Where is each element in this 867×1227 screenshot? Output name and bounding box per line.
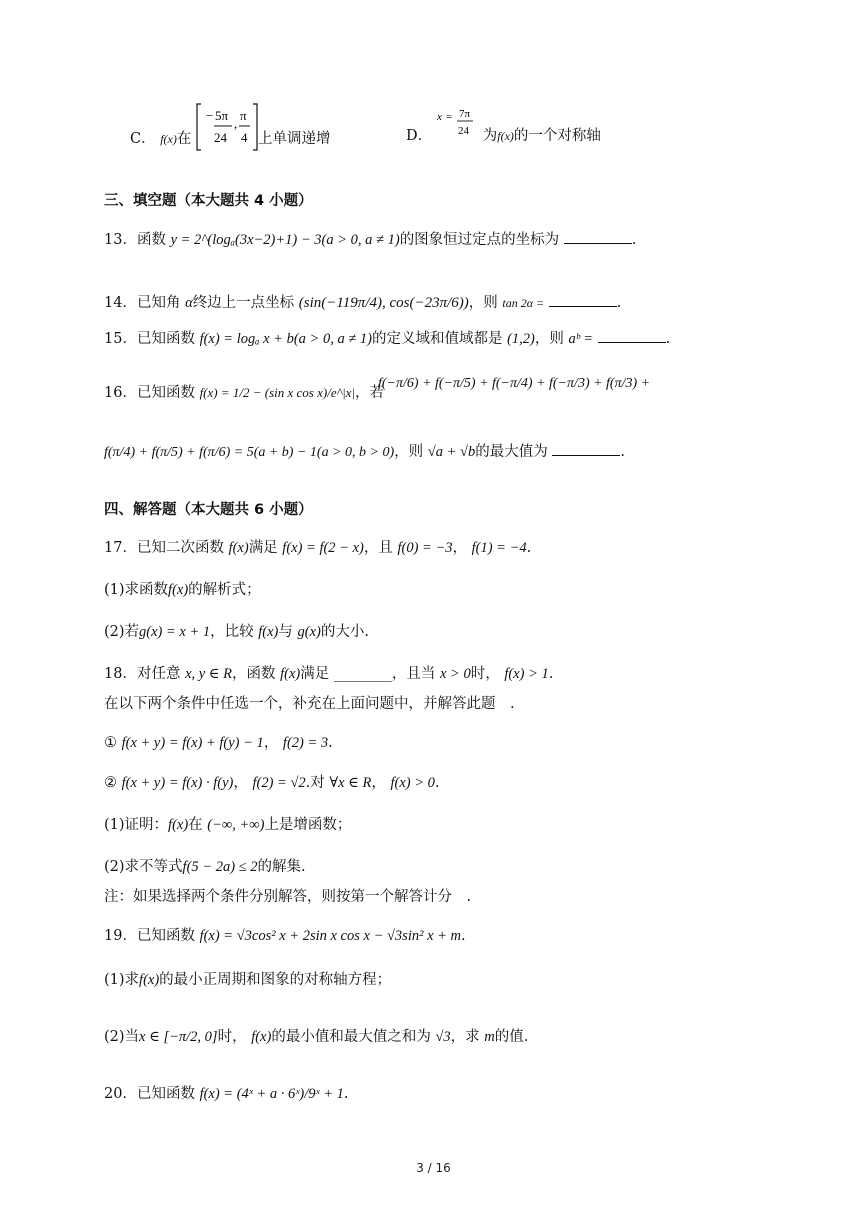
text: 已知函数: [136, 331, 195, 347]
math-expr: y = 2^(logₐ(3x−2)+1) − 3(a > 0, a ≠ 1): [170, 232, 400, 248]
math-expr: f(x): [168, 817, 189, 833]
text: .: [665, 331, 671, 347]
option-label: C．: [130, 131, 156, 147]
option-c: [130, 108, 331, 152]
answer-blank[interactable]: [598, 328, 666, 343]
text: 的最大值为: [475, 444, 548, 460]
math-expr: f(x) > 0: [390, 775, 435, 791]
section-heading-solution: 四、解答题（本大题共 6 小题）: [104, 502, 313, 518]
math-expr: f(x) = 1/2 − (sin x cos x)/e^|x|: [199, 385, 355, 400]
svg-text:5π: 5π: [214, 108, 229, 123]
text: 满足: [300, 666, 330, 682]
question-17-part-2: [104, 622, 369, 642]
text: ，则: [534, 331, 564, 347]
text: ，则: [394, 444, 424, 460]
math-expr: √3: [435, 1029, 451, 1045]
math-expr: g(x) = x + 1: [139, 624, 211, 640]
question-16-sum-1: [378, 373, 650, 394]
text: 终边上一点坐标: [192, 295, 295, 311]
page-number: 3 / 16: [416, 1161, 451, 1175]
question-17: [104, 538, 531, 558]
question-19-part-1: [104, 970, 391, 990]
math-expr: (−∞, +∞): [207, 817, 265, 833]
text: .: [631, 232, 637, 248]
answer-blank[interactable]: [564, 229, 632, 244]
math-expr: g(x): [297, 624, 321, 640]
math-expr: f(x): [258, 624, 279, 640]
option-d: [406, 108, 601, 146]
text: (1)求: [104, 972, 140, 988]
text: 为: [482, 128, 498, 144]
text: 已知函数: [136, 1086, 195, 1102]
question-number: 20．: [104, 1086, 137, 1102]
text: 的值.: [494, 1029, 529, 1045]
text: ，函数: [232, 666, 276, 682]
math-expr: f(x): [497, 129, 514, 143]
math-expr: √a + √b: [427, 444, 476, 460]
section-heading-fill-blank: 三、填空题（本大题共 4 小题）: [104, 193, 313, 209]
text: .: [343, 1086, 349, 1102]
text: (2)若: [104, 624, 140, 640]
text: 已知函数: [136, 385, 195, 401]
math-expr: f(x): [228, 540, 249, 556]
math-expr: α: [185, 295, 193, 311]
option-label: D．: [406, 128, 433, 144]
svg-text:−: −: [205, 108, 214, 123]
math-expr: f(π/4) + f(π/5) + f(π/6) = 5(a + b) − 1(a > 0, b > 0): [104, 445, 395, 460]
text: 时，: [217, 1029, 247, 1045]
text: 满足: [248, 540, 278, 556]
text: 与: [278, 624, 293, 640]
question-14: [104, 292, 621, 313]
text: 的最小值和最大值之和为: [271, 1029, 431, 1045]
text: ，: [263, 735, 279, 751]
answer-blank[interactable]: [552, 441, 620, 456]
question-19: [104, 926, 466, 946]
text: ，求: [450, 1029, 480, 1045]
text: 的解集.: [257, 859, 306, 875]
question-number: 18．: [104, 666, 137, 682]
text: .: [328, 735, 333, 751]
text: .: [434, 775, 440, 791]
text: 的图象恒过定点的坐标为: [399, 232, 560, 248]
answer-blank[interactable]: [549, 292, 617, 307]
text: ，且当: [391, 666, 436, 682]
math-expr: f(x) = (4ˣ + a · 6ˣ)/9ˣ + 1: [199, 1086, 344, 1102]
question-number: 17．: [104, 540, 137, 556]
math-expr: f(x) = logₐ x + b(a > 0, a ≠ 1): [199, 331, 372, 347]
text: 已知角: [136, 295, 181, 311]
question-18-intro: 在以下两个条件中任选一个，补充在上面问题中，并解答此题 .: [104, 696, 515, 712]
math-expr: f(x): [139, 972, 160, 988]
math-expr: x, y ∈ R: [185, 666, 233, 682]
question-number: 13．: [104, 232, 137, 248]
question-16-cont: [104, 441, 625, 463]
question-18: [104, 664, 553, 684]
text: .: [461, 928, 466, 944]
text: .: [616, 295, 622, 311]
svg-text:,: ,: [233, 116, 238, 131]
math-expr: aᵇ =: [568, 331, 594, 347]
text: (1)求函数: [104, 582, 169, 598]
svg-text:=: =: [445, 111, 452, 123]
question-number: 19．: [104, 928, 137, 944]
text: 函数: [136, 232, 166, 248]
text: 已知二次函数: [136, 540, 224, 556]
question-18-note: 注：如果选择两个条件分别解答，则按第一个解答计分 .: [104, 889, 472, 905]
text: 在: [188, 817, 203, 833]
math-expr: (1,2): [507, 331, 535, 347]
svg-text:π: π: [239, 108, 247, 123]
svg-text:4: 4: [240, 130, 248, 145]
text: 上是增函数；: [264, 817, 352, 833]
text: (2)当: [104, 1029, 140, 1045]
text: .: [526, 540, 532, 556]
svg-text:24: 24: [457, 125, 469, 137]
question-15: [104, 328, 670, 349]
svg-text:7π: 7π: [458, 108, 470, 120]
math-expr: f(−π/6) + f(−π/5) + f(−π/4) + f(−π/3) + f(π/3) +: [378, 376, 651, 391]
math-expr: f(5 − 2a) ≤ 2: [182, 859, 258, 875]
question-16: [104, 383, 384, 403]
symmetry-axis-formula: [437, 106, 483, 146]
text: 上单调递增: [257, 131, 331, 147]
question-18-part-2: [104, 857, 306, 877]
question-17-part-1: [104, 580, 261, 600]
math-expr: (sin(−119π/4), cos(−23π/6)): [298, 295, 469, 311]
text: 的解析式；: [188, 582, 261, 598]
math-expr: f(x): [251, 1029, 272, 1045]
math-expr: f(2) = 3: [282, 735, 329, 751]
text: .: [548, 666, 554, 682]
text: 的定义域和值域都是: [371, 331, 503, 347]
math-expr: f(x): [280, 666, 301, 682]
text: 已知函数: [136, 928, 195, 944]
text: (1)证明：: [104, 817, 169, 833]
math-expr: f(1) = −4: [471, 540, 527, 556]
math-expr: x ∈ [−π/2, 0]: [139, 1029, 218, 1045]
text: ，: [371, 775, 386, 791]
svg-text:24: 24: [213, 130, 227, 145]
math-expr: tan 2α =: [502, 296, 545, 310]
math-expr: m: [484, 1029, 495, 1045]
math-expr: x > 0: [439, 666, 471, 682]
text: ，则: [468, 295, 498, 311]
option-marker: ①: [104, 735, 117, 751]
math-expr: f(0) = −3: [397, 540, 453, 556]
math-expr: f(x) = √3cos² x + 2sin x cos x − √3sin² x + m: [199, 928, 462, 944]
text: (2)求不等式: [104, 859, 183, 875]
text: 在: [176, 131, 192, 147]
question-19-part-2: [104, 1027, 528, 1047]
question-18-option-2: [104, 773, 440, 793]
math-expr: ∀x ∈ R: [329, 775, 372, 791]
question-number: 15．: [104, 331, 137, 347]
option-marker: ②: [104, 775, 117, 791]
math-expr: f(x + y) = f(x) · f(y): [121, 775, 234, 791]
math-expr: f(x): [168, 582, 189, 598]
math-expr: f(x): [160, 132, 177, 146]
math-expr: f(x) = f(2 − x): [282, 540, 364, 556]
question-20: [104, 1084, 349, 1104]
text: .: [620, 444, 625, 460]
question-18-option-1: [104, 733, 333, 753]
question-18-part-1: [104, 815, 351, 835]
text: 时，: [470, 666, 500, 682]
text: ，且: [363, 540, 393, 556]
text: 的大小.: [320, 624, 369, 640]
text: ，若: [355, 385, 384, 401]
text: ，: [452, 540, 467, 556]
text: ，: [233, 775, 248, 791]
math-expr: f(x + y) = f(x) + f(y) − 1: [121, 735, 264, 751]
text: 的一个对称轴: [513, 128, 601, 144]
math-expr: f(x) > 1: [504, 666, 549, 682]
interval-formula: [196, 102, 258, 152]
answer-blank[interactable]: ________: [333, 666, 392, 682]
question-number: 14．: [104, 295, 137, 311]
text: .对: [305, 775, 325, 791]
text: 的最小正周期和图象的对称轴方程；: [159, 972, 392, 988]
svg-text:x: x: [436, 111, 442, 123]
text: ，比较: [210, 624, 254, 640]
question-number: 16．: [104, 385, 137, 401]
text: 对任意: [136, 666, 181, 682]
math-expr: f(2) = √2: [252, 775, 306, 791]
question-13: [104, 229, 636, 250]
